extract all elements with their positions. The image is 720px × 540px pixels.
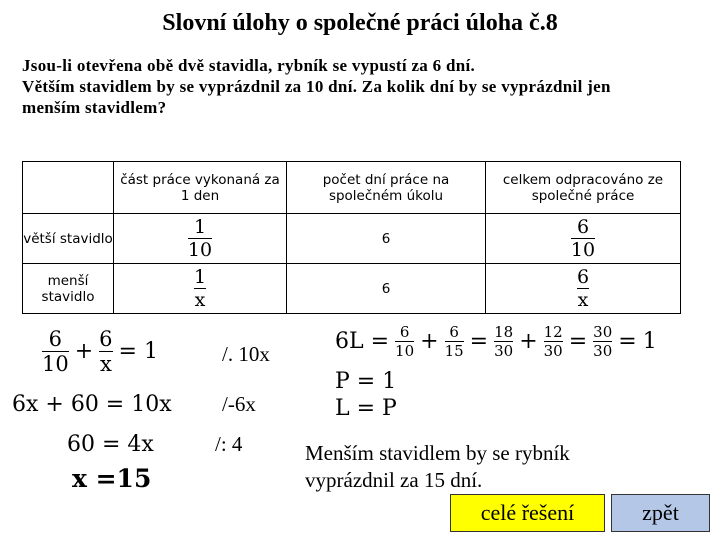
fraction xyxy=(571,217,595,260)
denominator: x xyxy=(99,352,112,376)
denominator: x xyxy=(194,289,206,311)
fraction xyxy=(188,217,212,260)
numerator: 6 xyxy=(99,327,113,351)
work-table xyxy=(22,161,681,314)
numerator: 6 xyxy=(449,323,459,341)
numerator: 30 xyxy=(593,323,613,341)
denominator: 10 xyxy=(395,342,415,360)
problem-line-1: Jsou-li otevřena obě dvě stavidla, rybník se vypustí za 6 dní. xyxy=(22,56,476,75)
check-l-line: L = P xyxy=(335,396,397,421)
cell-days-smaller: 6 xyxy=(287,264,486,314)
conclusion xyxy=(305,440,570,494)
table-header-empty xyxy=(23,162,114,214)
cell-days-larger: 6 xyxy=(287,214,486,264)
fraction xyxy=(395,324,414,359)
check-equation: 6L = $\frac{6}{10}$ + $\frac{6}{15}$ = $\frac{18}{30}$ + $\frac{12}{30}$ = $\frac{30}{30}$ = 1 xyxy=(335,323,657,360)
check-p-line: P = 1 xyxy=(335,369,397,394)
page-title: Slovní úlohy o společné práci úloha č.8 xyxy=(162,10,558,36)
table-header-days: počet dní práce na společném úkolu xyxy=(287,162,486,214)
step-note-3: /: 4 xyxy=(215,432,243,456)
denominator: 10 xyxy=(42,352,69,376)
numerator: 1 xyxy=(193,266,207,288)
cell-per-day-smaller xyxy=(114,264,287,314)
plus-sign: + xyxy=(74,339,94,364)
numerator: 6 xyxy=(576,266,590,288)
denominator: 15 xyxy=(444,342,464,360)
fraction xyxy=(194,267,206,310)
denominator: 10 xyxy=(187,239,213,261)
cell-total-larger xyxy=(486,214,681,264)
conclusion-line-2: vyprázdnil za 15 dní. xyxy=(305,468,483,492)
equation-4-result: x =15 xyxy=(72,464,152,493)
fraction xyxy=(544,324,563,359)
check-lhs: 6L = xyxy=(335,329,390,354)
denominator: x xyxy=(577,289,589,311)
numerator: 6 xyxy=(576,216,590,238)
fraction xyxy=(494,324,513,359)
full-solution-button[interactable]: celé řešení xyxy=(450,494,605,532)
fraction xyxy=(99,328,112,375)
denominator: 30 xyxy=(593,342,613,360)
cell-per-day-larger xyxy=(114,214,287,264)
numerator: 12 xyxy=(543,323,563,341)
denominator: 10 xyxy=(570,239,596,261)
row-label-larger: větší stavidlo xyxy=(23,214,114,264)
denominator: 30 xyxy=(543,342,563,360)
back-button[interactable]: zpět xyxy=(611,494,710,532)
numerator: 18 xyxy=(494,323,514,341)
fraction xyxy=(577,267,589,310)
problem-statement xyxy=(22,55,712,118)
row-label-smaller: menší stavidlo xyxy=(23,264,114,314)
table-header-per-day: část práce vykonaná za 1 den xyxy=(114,162,287,214)
numerator: 6 xyxy=(399,323,410,341)
numerator: 6 xyxy=(48,327,63,351)
fraction xyxy=(445,324,464,359)
problem-line-2: Větším stavidlem by se vyprázdnil za 10 dní. Za kolik dní by se vyprázdnil jen xyxy=(22,77,611,96)
step-note-2: /-6x xyxy=(222,392,256,416)
table-row xyxy=(23,214,681,264)
table-row xyxy=(23,264,681,314)
equation-3: 60 = 4x xyxy=(67,432,154,457)
equation-rhs: = 1 xyxy=(118,339,158,364)
fraction xyxy=(42,328,69,375)
numerator: 1 xyxy=(193,216,207,238)
table-header-total: celkem odpracováno ze společné práce xyxy=(486,162,681,214)
equation-1 xyxy=(42,328,164,375)
cell-total-smaller xyxy=(486,264,681,314)
equation-2: 6x + 60 = 10x xyxy=(12,392,172,417)
problem-line-3: menším stavidlem? xyxy=(22,98,167,117)
step-note-1: /. 10x xyxy=(222,342,270,366)
fraction xyxy=(593,324,612,359)
check-result: 1 xyxy=(642,329,657,354)
denominator: 30 xyxy=(494,342,514,360)
conclusion-line-1: Menším stavidlem by se rybník xyxy=(305,441,570,465)
